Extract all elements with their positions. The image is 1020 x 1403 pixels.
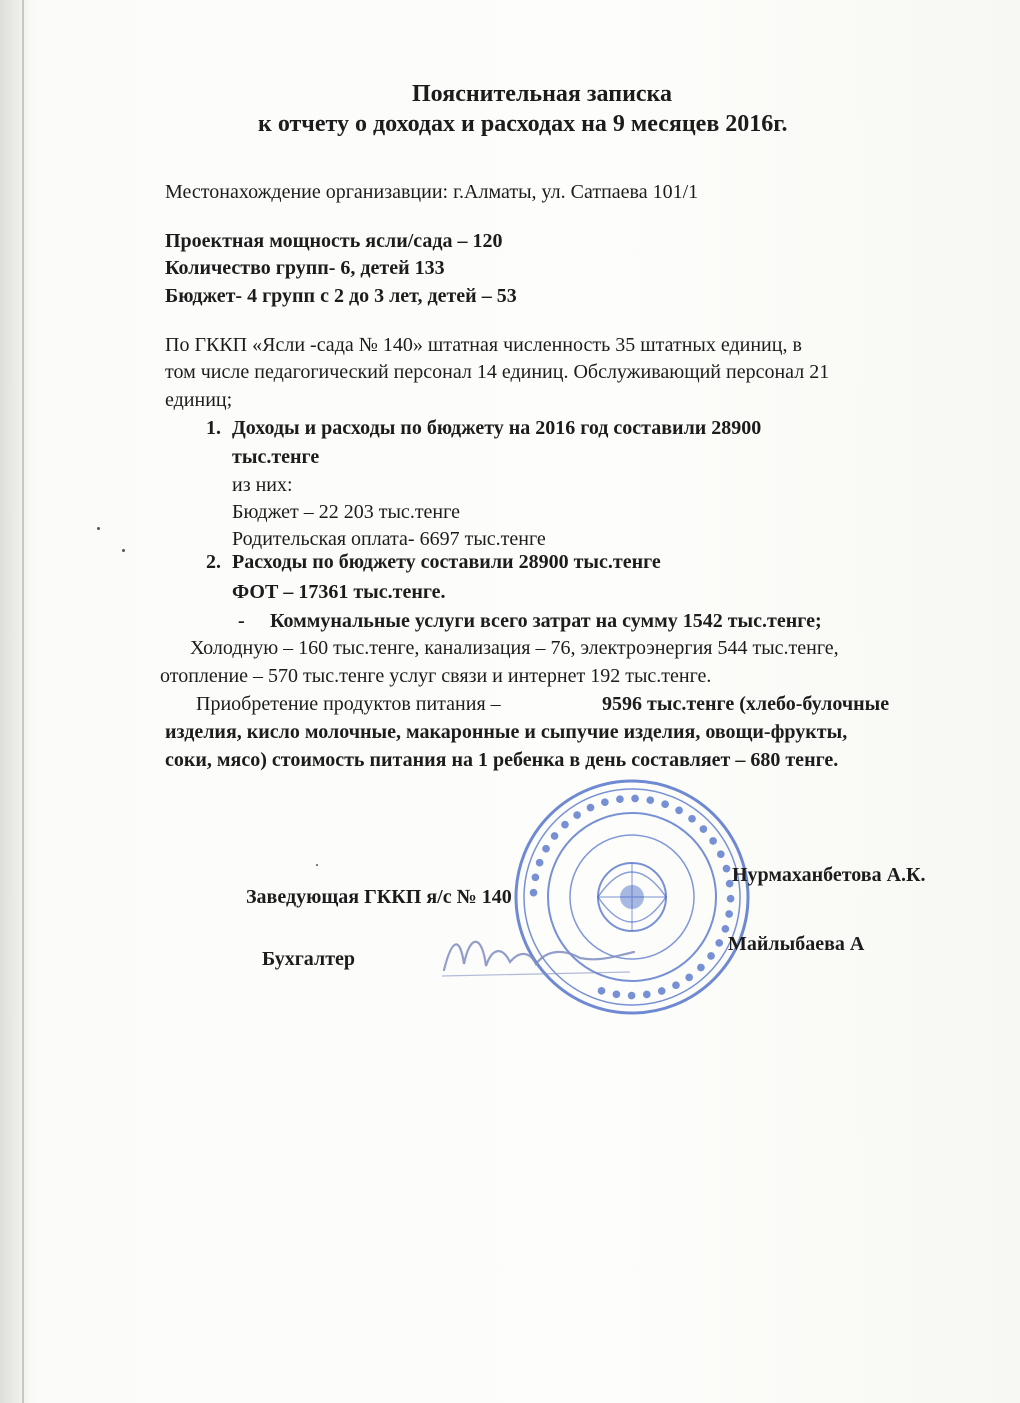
food-line1-start: Приобретение продуктов питания – [196,693,501,715]
utilities-detail-line1: Холодную – 160 тыс.тенге, канализация – 76, электроэнергия 544 тыс.тенге, [190,637,839,659]
head-name: Нурмаханбетова А.К. [732,864,926,886]
budget-groups-line: Бюджет- 4 групп с 2 до 3 лет, детей – 53 [165,285,517,307]
item2-utilities: Коммунальные услуги всего затрат на сумму 1542 тыс.тенге; [270,610,822,632]
utilities-detail-line2: отопление – 570 тыс.тенге услуг связи и интернет 192 тыс.тенге. [160,665,712,687]
food-line1-bold: 9596 тыс.тенге (хлебо-булочные [602,693,890,715]
scan-speck [122,549,125,552]
item1-parents: Родительская оплата- 6697 тыс.тенге [232,528,546,550]
food-line2: изделия, кисло молочные, макаронные и сыпучие изделия, овощи-фрукты, [165,721,848,743]
item2-dash: - [238,610,245,632]
item2-heading: Расходы по бюджету составили 28900 тыс.тенге [232,551,661,573]
doc-title-line2: к отчету о доходах и расходах на 9 месяцев 2016г. [258,111,788,137]
staff-line2: том числе педагогический персонал 14 единиц. Обслуживающий персонал 21 [165,361,830,383]
location-line: Местонахождение организавции: г.Алматы, ул. Сатпаева 101/1 [165,181,699,203]
groups-line: Количество групп- 6, детей 133 [165,257,445,279]
scan-speck [97,527,100,530]
accountant-signature [430,918,640,988]
item1-heading-line2: тыс.тенге [232,446,320,468]
accountant-name: Майлыбаева А [728,933,865,955]
item1-heading-line1: Доходы и расходы по бюджету на 2016 год составили 28900 [232,417,762,439]
item2-payroll: ФОТ – 17361 тыс.тенге. [232,581,446,603]
paper-fold-shadow [0,0,40,1403]
staff-line1: По ГККП «Ясли -сада № 140» штатная численность 35 штатных единиц, в [165,334,802,356]
accountant-title: Бухгалтер [262,948,356,970]
paper-edge-line [22,0,24,1403]
svg-text:● ● ● ● ● ● ● ● ● ● ● ● ● ● ●: ● ● ● ● ● ● ● ● ● ● ● ● ● ● ● ● ● ● ● ● ● ● ● ● ● ● ● ● ● ● ● ● ● [527,792,737,1002]
item1-of-them: из них: [232,474,293,496]
scan-speck [316,864,318,866]
staff-line3: единиц; [165,389,233,411]
item2-number: 2. [206,551,221,573]
head-title: Заведующая ГККП я/с № 140 [246,886,512,908]
capacity-line: Проектная мощность ясли/сада – 120 [165,230,503,252]
doc-title-line1: Пояснительная записка [412,81,673,107]
item1-number: 1. [206,417,221,439]
item1-budget: Бюджет – 22 203 тыс.тенге [232,501,460,523]
food-line3: соки, мясо) стоимость питания на 1 ребенка в день составляет – 680 тенге. [165,749,839,771]
